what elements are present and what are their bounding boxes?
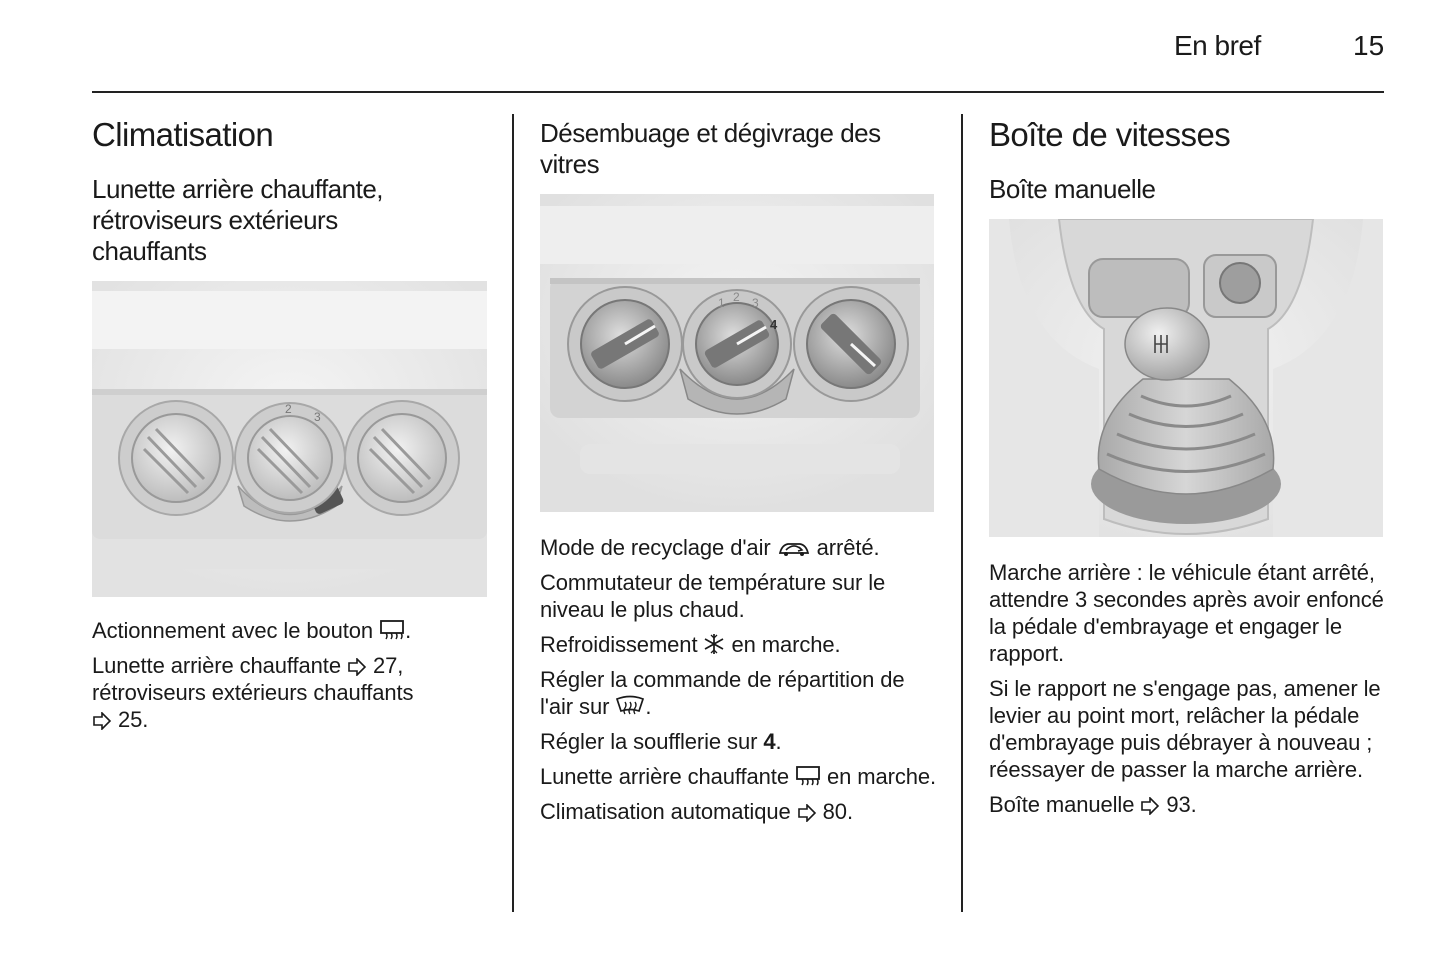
column-divider-1: [512, 114, 514, 912]
col2-paragraph-3: Refroidissement en marche.: [540, 632, 841, 657]
windscreen-defrost-icon: [615, 695, 645, 717]
svg-text:4: 4: [770, 317, 778, 332]
gear-knob: [1125, 308, 1209, 380]
air-distribution-knob: [794, 287, 908, 401]
fan-speed-knob: [680, 290, 794, 414]
air-distribution-knob: [345, 401, 459, 515]
column-climatisation: [92, 114, 492, 741]
air-recirculation-icon: [777, 538, 811, 558]
svg-text:2: 2: [285, 402, 292, 416]
col1-paragraph-1: Actionnement avec le bouton .: [92, 618, 412, 643]
column-divider-2: [961, 114, 963, 912]
column-defrost: [540, 114, 940, 833]
col3-paragraph-3: Boîte manuelle 93.: [989, 792, 1197, 817]
col2-paragraph-5: Régler la soufflerie sur 4.: [540, 729, 782, 754]
svg-text:2: 2: [733, 290, 740, 304]
reference-arrow-icon: [347, 658, 367, 676]
col2-paragraph-6: Lunette arrière chauffante en marche.: [540, 764, 937, 789]
rear-defrost-icon: [379, 619, 405, 641]
fan-speed-knob: [235, 402, 345, 521]
header-divider: [92, 91, 1384, 93]
svg-text:1: 1: [718, 296, 725, 310]
col3-paragraph-2: Si le rapport ne s'engage pas, amener le levier au point mort, relâcher la pédale d'embrayage puis débrayer à nouveau ; réessayer de passer la marche arrière.: [989, 676, 1381, 782]
temperature-knob: [119, 401, 233, 515]
climatisation-heading: Climatisation: [92, 116, 274, 153]
reference-arrow-icon: [1140, 797, 1160, 815]
defrost-controls-figure: [540, 194, 934, 512]
gearbox-heading: Boîte de vitesses: [989, 116, 1231, 153]
section-title: En bref: [1174, 30, 1261, 61]
col2-paragraph-2: Commutateur de température sur le niveau le plus chaud.: [540, 570, 886, 622]
page-number: 15: [1353, 30, 1385, 61]
reference-arrow-icon: [92, 712, 112, 730]
reference-arrow-icon: [797, 804, 817, 822]
rear-window-heading: Lunette arrière chauffante, rétroviseurs extérieurs chauffants: [92, 174, 384, 266]
climate-controls-figure: [92, 281, 487, 597]
defrost-heading: Désembuage et dégivrage des vitres: [540, 118, 881, 179]
col3-paragraph-1: Marche arrière : le véhicule étant arrêté, attendre 3 secondes après avoir enfoncé la pédale d'embrayage et engager le rapport.: [989, 560, 1384, 666]
col1-paragraph-2: Lunette arrière chauffante 27, rétroviseurs extérieurs chauffants 25.: [92, 653, 414, 732]
gear-lever-figure: [989, 219, 1383, 537]
temperature-knob: [568, 287, 682, 401]
rear-defrost-icon: [795, 765, 821, 787]
col2-paragraph-4: Régler la commande de répartition de l'air sur .: [540, 667, 905, 719]
svg-text:3: 3: [314, 410, 321, 424]
column-gearbox: [989, 114, 1389, 826]
col2-paragraph-1: Mode de recyclage d'air arrêté.: [540, 535, 880, 560]
col2-paragraph-7: Climatisation automatique 80.: [540, 799, 853, 824]
svg-text:3: 3: [752, 296, 759, 310]
cooling-snowflake-icon: [703, 633, 725, 655]
manual-gearbox-heading: Boîte manuelle: [989, 174, 1156, 204]
